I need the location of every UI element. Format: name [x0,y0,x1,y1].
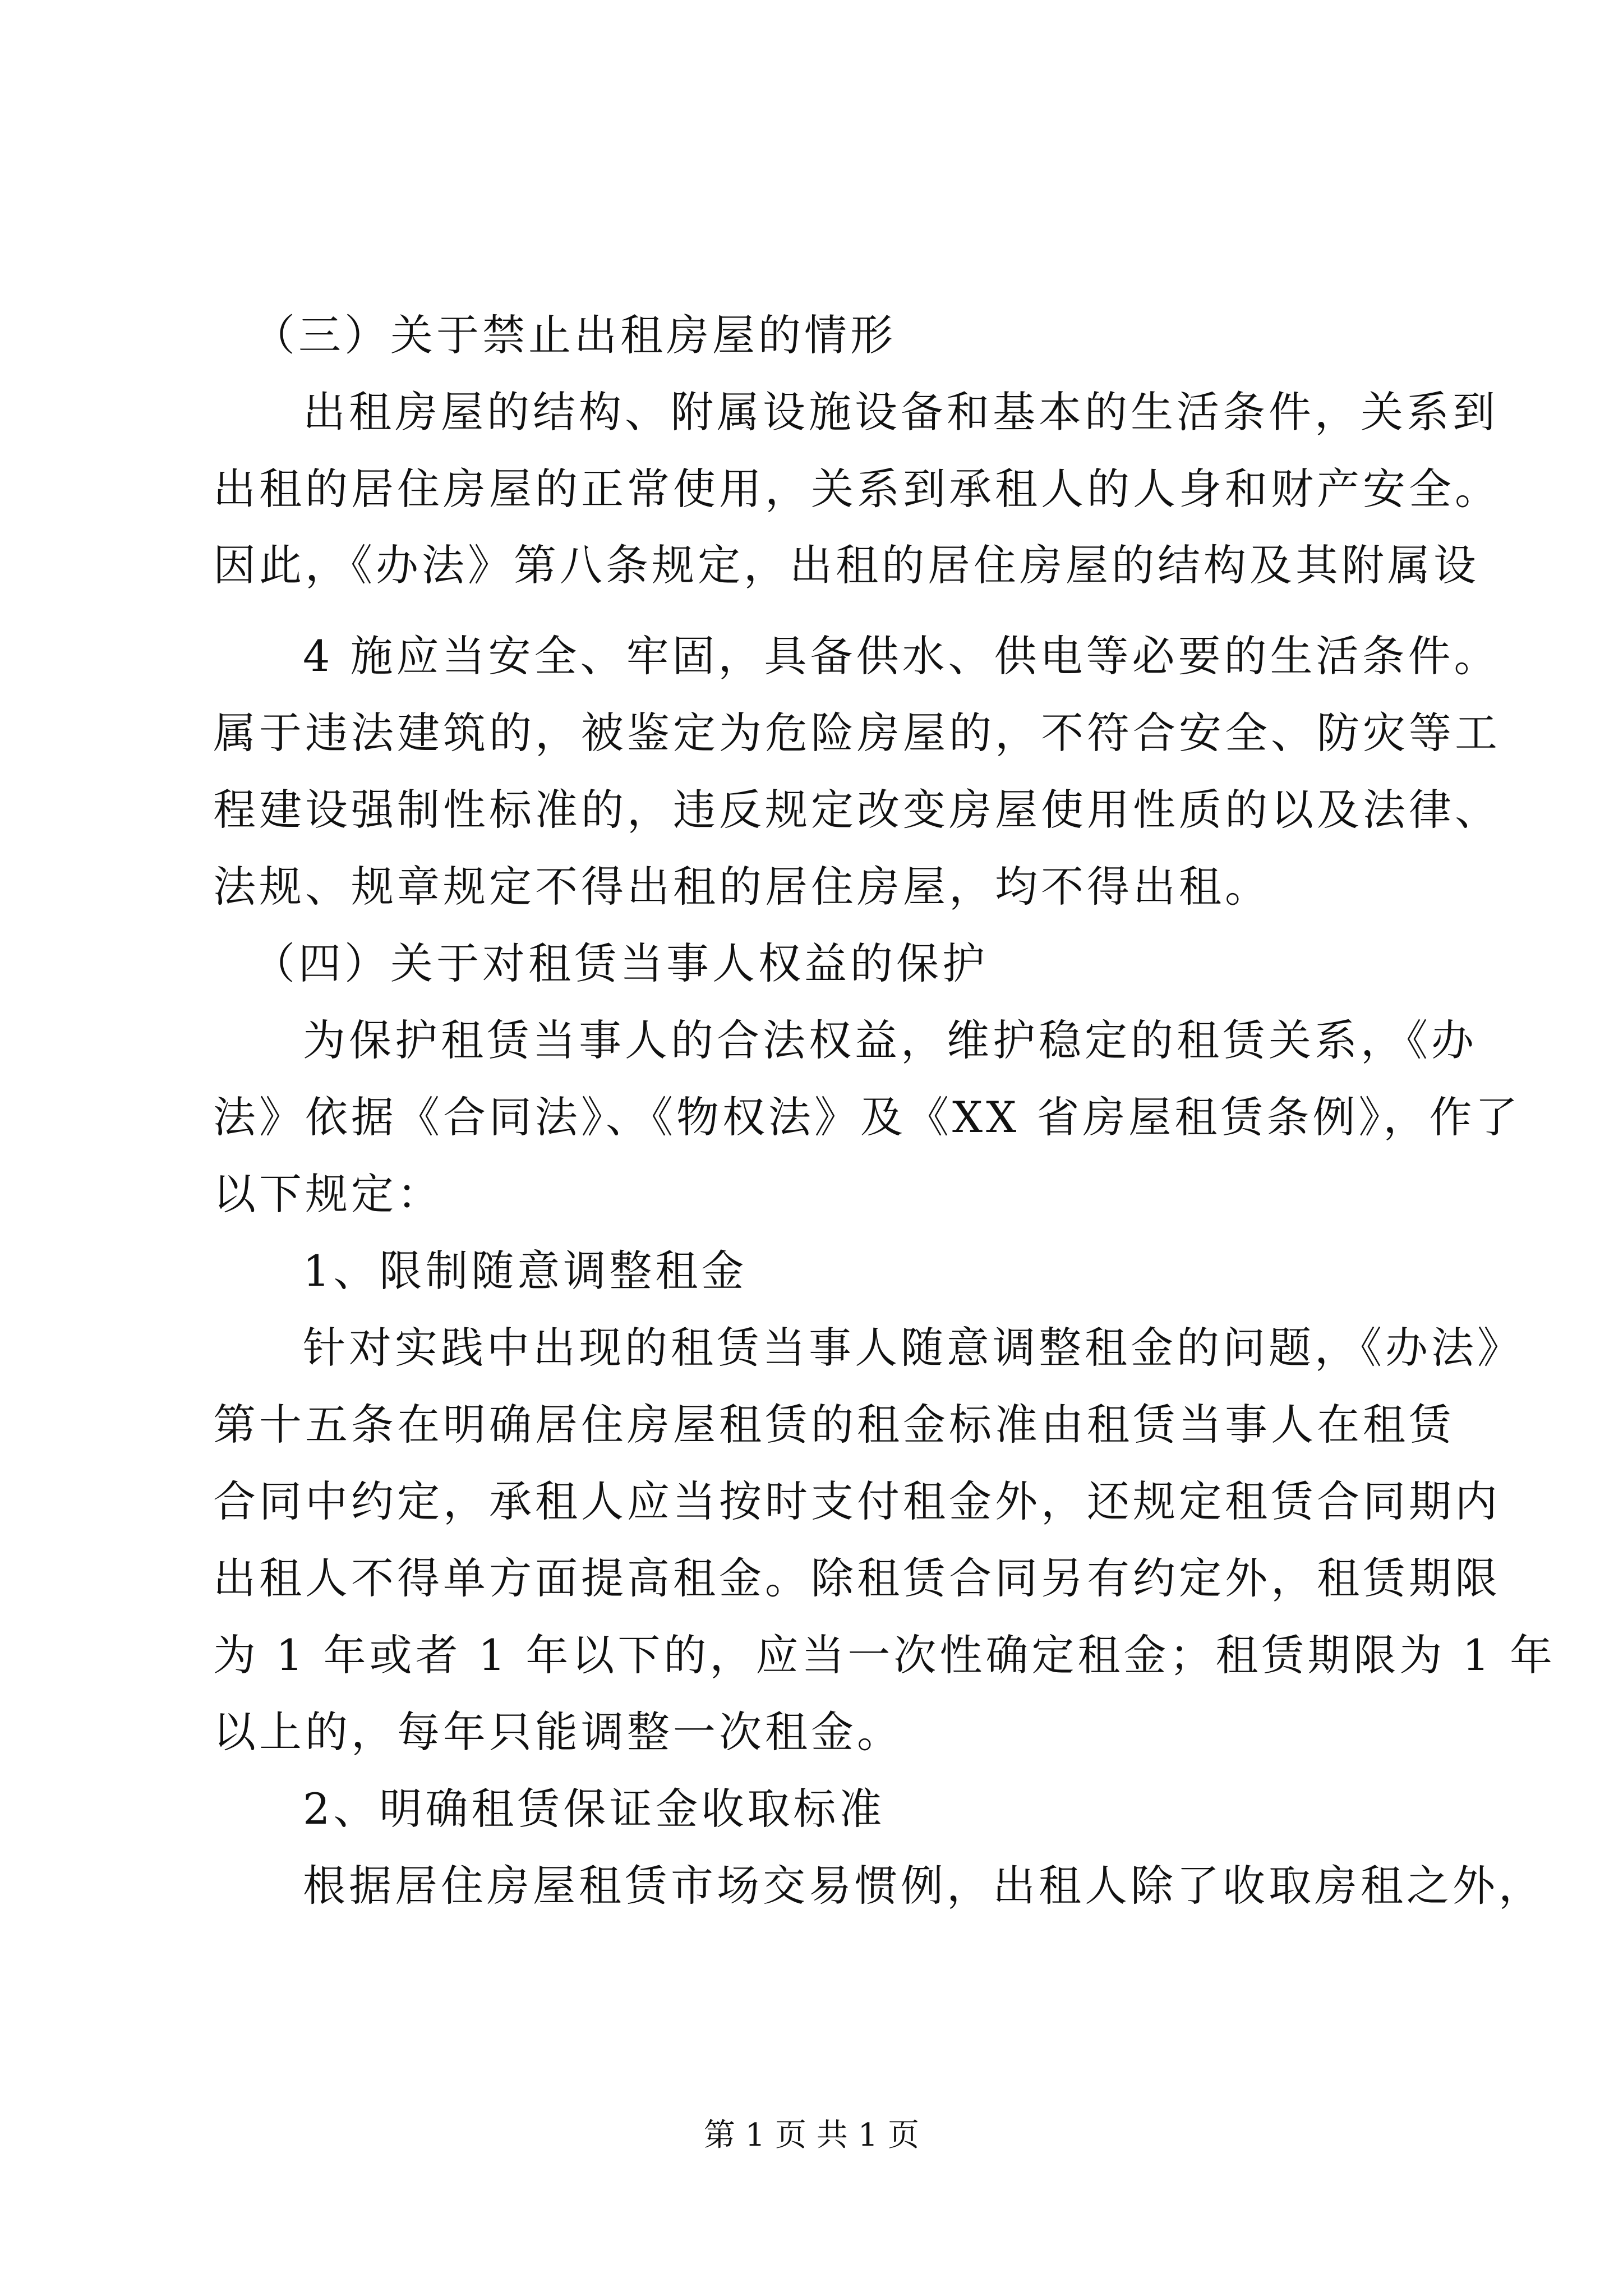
paragraph-line: 程建设强制性标准的，违反规定改变房屋使用性质的以及法律、 [213,785,1501,835]
paragraph-line: 以上的，每年只能调整一次租金。 [213,1707,903,1757]
paragraph-line: 出租的居住房屋的正常使用，关系到承租人的人身和财产安全。 [213,464,1501,514]
paragraph-line: 法规、规章规定不得出租的居住房屋，均不得出租。 [213,862,1271,912]
subheading-2: 2、明确租赁保证金收取标准 [303,1784,886,1834]
paragraph-line: 根据居住房屋租赁市场交易惯例，出租人除了收取房租之外， [303,1861,1544,1911]
paragraph-line: 第十五条在明确居住房屋租赁的租金标准由租赁当事人在租赁 [213,1400,1455,1450]
paragraph-line: 以下规定： [213,1169,443,1219]
paragraph-line: 合同中约定，承租人应当按时支付租金外，还规定租赁合同期内 [213,1476,1501,1526]
paragraph-line: 属于违法建筑的，被鉴定为危险房屋的，不符合安全、防灾等工 [213,708,1501,758]
page-footer: 第 1 页 共 1 页 [703,2117,920,2154]
paragraph-line: 出租人不得单方面提高租金。除租赁合同另有约定外，租赁期限 [213,1553,1501,1603]
subheading-1: 1、限制随意调整租金 [303,1246,748,1296]
paragraph-line: 出租房屋的结构、附属设施设备和基本的生活条件，关系到 [303,387,1498,437]
paragraph-line: 法》依据《合同法》、《物权法》及《XX 省房屋租赁条例》，作了 [213,1092,1521,1142]
paragraph-line: 针对实践中出现的租赁当事人随意调整租金的问题，《办法》 [303,1323,1523,1373]
section-heading-4: （四）关于对租赁当事人权益的保护 [252,938,988,988]
paragraph-line: 因此，《办法》第八条规定，出租的居住房屋的结构及其附属设 [213,540,1479,590]
paragraph-line: 为 1 年或者 1 年以下的，应当一次性确定租金；租赁期限为 1 年 [213,1630,1556,1680]
paragraph-line: 为保护租赁当事人的合法权益，维护稳定的租赁关系，《办 [303,1015,1477,1065]
section-heading-3: （三）关于禁止出租房屋的情形 [252,310,896,360]
paragraph-line: 4 施应当安全、牢固，具备供水、供电等必要的生活条件。 [303,631,1500,681]
